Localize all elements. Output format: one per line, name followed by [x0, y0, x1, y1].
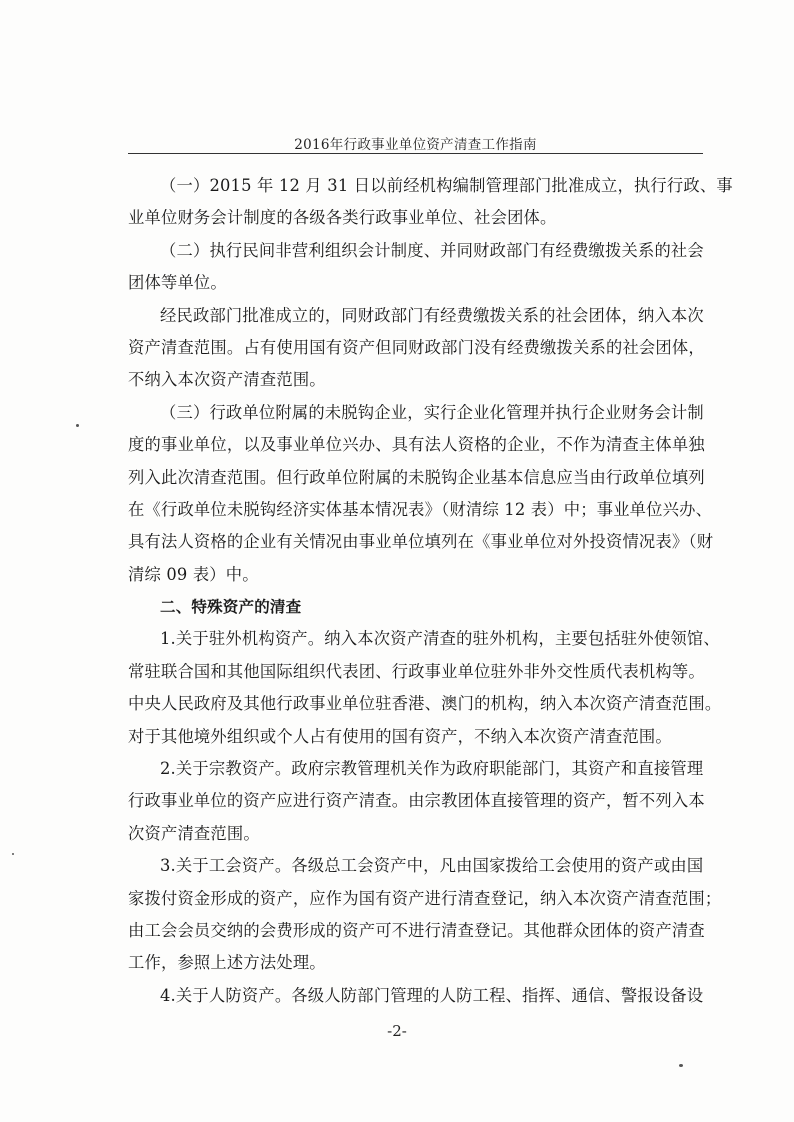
paragraph-line: 由工会会员交纳的会费形成的资产可不进行清查登记。其他群众团体的资产清查: [128, 920, 705, 940]
paragraph-line: 不纳入本次资产清查范围。: [128, 370, 326, 390]
paragraph-line: 4.关于人防资产。各级人防部门管理的人防工程、指挥、通信、警报设备设: [160, 985, 704, 1005]
paragraph-line: 对于其他境外组织或个人占有使用的国有资产，不纳入本次资产清查范围。: [128, 726, 672, 746]
paragraph-line: 经民政部门批准成立的，同财政部门有经费缴拨关系的社会团体，纳入本次: [160, 305, 704, 325]
scan-speck: [12, 853, 14, 855]
paragraph-line: 资产清查范围。占有使用国有资产但同财政部门没有经费缴拨关系的社会团体，: [128, 337, 705, 357]
paragraph-line: 清综 09 表）中。: [128, 564, 259, 584]
paragraph-line: （二）执行民间非营利组织会计制度、并同财政部门有经费缴拨关系的社会: [160, 240, 704, 260]
section-heading: 二、特殊资产的清查: [160, 598, 302, 617]
paragraph-line: 行政事业单位的资产应进行资产清查。由宗教团体直接管理的资产，暂不列入本: [128, 791, 705, 811]
paragraph-line: 3.关于工会资产。各级总工会资产中，凡由国家拨给工会使用的资产或由国: [160, 856, 704, 876]
paragraph-line: （三）行政单位附属的未脱钩企业，实行企业化管理并执行企业财务会计制: [160, 402, 704, 422]
paragraph-line: 团体等单位。: [128, 273, 227, 293]
paragraph-line: 具有法人资格的企业有关情况由事业单位填列在《事业单位对外投资情况表》（财: [128, 532, 714, 552]
paragraph-line: 常驻联合国和其他国际组织代表团、行政事业单位驻外非外交性质代表机构等。: [128, 661, 705, 681]
document-body: [128, 170, 733, 1012]
paragraph-line: 次资产清查范围。: [128, 823, 260, 843]
paragraph-line: 列入此次清查范围。但行政单位附属的未脱钩企业基本信息应当由行政单位填列: [128, 467, 705, 487]
paragraph-line: 1.关于驻外机构资产。纳入本次资产清查的驻外机构，主要包括驻外使领馆、: [160, 629, 720, 649]
paragraph-line: （一）2015 年 12 月 31 日以前经机构编制管理部门批准成立，执行行政、事: [160, 176, 733, 195]
paragraph-line: 在《行政单位未脱钩经济实体基本情况表》（财清综 12 表）中；事业单位兴办、: [128, 499, 713, 519]
scan-speck: [76, 424, 79, 427]
scan-speck: [679, 1064, 683, 1067]
running-header: 2016年行政事业单位资产清查工作指南: [294, 137, 537, 153]
page-number: -2-: [387, 1022, 407, 1040]
paragraph-line: 2.关于宗教资产。政府宗教管理机关作为政府职能部门，其资产和直接管理: [160, 759, 704, 779]
paragraph-line: 度的事业单位，以及事业单位兴办、具有法人资格的企业，不作为清查主体单独: [128, 435, 705, 455]
paragraph-line: 工作，参照上述方法处理。: [128, 953, 326, 973]
header-rule: [128, 153, 703, 154]
paragraph-line: 中央人民政府及其他行政事业单位驻香港、澳门的机构，纳入本次资产清查范围。: [128, 694, 722, 714]
paragraph-line: 业单位财务会计制度的各级各类行政事业单位、社会团体。: [128, 208, 557, 228]
paragraph-line: 家拨付资金形成的资产，应作为国有资产进行清查登记，纳入本次资产清查范围；: [128, 888, 722, 908]
